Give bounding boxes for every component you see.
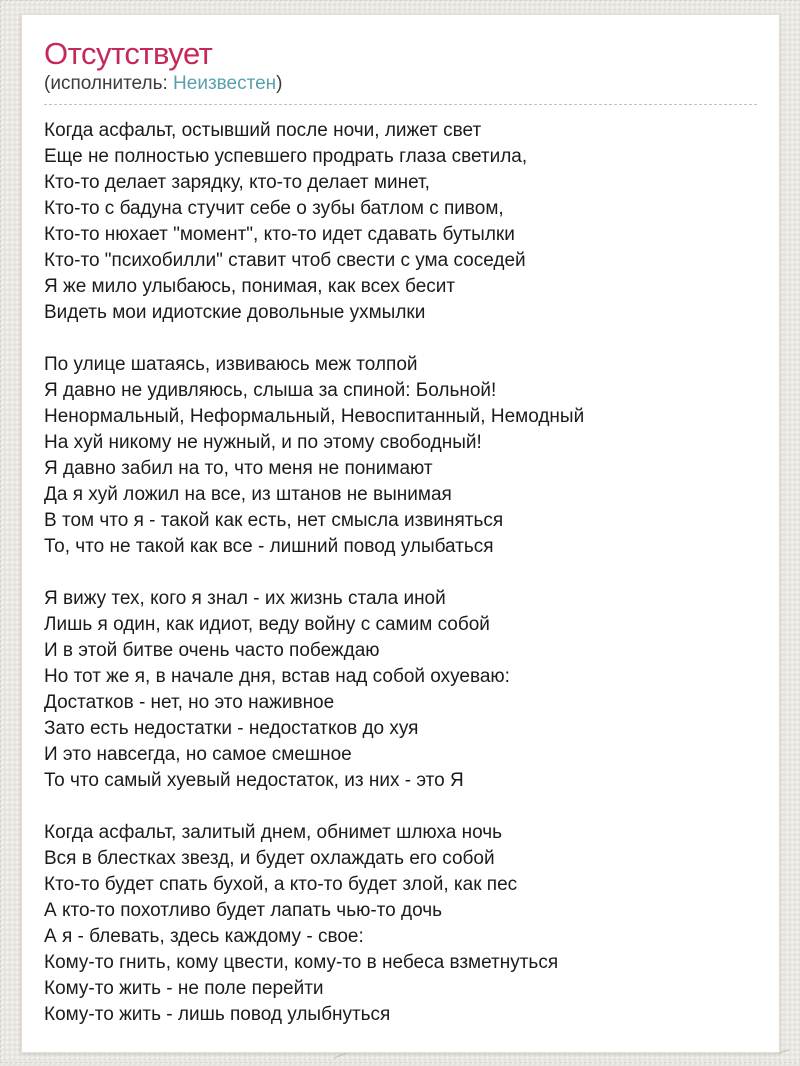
lyrics-line: В том что я - такой как есть, нет смысла извиняться <box>44 510 504 531</box>
lyrics-line: Кому-то жить - лишь повод улыбнуться <box>44 1004 391 1025</box>
lyrics-text <box>44 118 757 1028</box>
lyrics-line: Да я хуй ложил на все, из штанов не вынимая <box>44 484 452 505</box>
lyrics-line: Кому-то жить - не поле перейти <box>44 978 324 999</box>
lyrics-line: Кому-то гнить, кому цвести, кому-то в небеса взметнуться <box>44 952 559 973</box>
lyrics-line: Я вижу тех, кого я знал - их жизнь стала иной <box>44 588 446 609</box>
lyrics-line: А кто-то похотливо будет лапать чью-то дочь <box>44 900 443 921</box>
lyrics-line: Видеть мои идиотские довольные ухмылки <box>44 302 426 323</box>
lyrics-line: По улице шатаясь, извиваюсь меж толпой <box>44 354 418 375</box>
lyrics-line: А я - блевать, здесь каждому - свое: <box>44 926 364 947</box>
lyrics-line: Я давно забил на то, что меня не понимают <box>44 458 433 479</box>
artist-line <box>44 73 757 105</box>
texture-scratch <box>333 1052 347 1059</box>
lyrics-line: Кто-то с бадуна стучит себе о зубы батлом с пивом, <box>44 198 504 219</box>
lyrics-line: Вся в блестках звезд, и будет охлаждать его собой <box>44 848 495 869</box>
lyrics-line: И это навсегда, но самое смешное <box>44 744 352 765</box>
lyrics-stanza <box>44 118 757 326</box>
lyrics-line: Когда асфальт, залитый днем, обнимет шлюха ночь <box>44 822 503 843</box>
lyrics-line: Когда асфальт, остывший после ночи, лижет свет <box>44 120 482 141</box>
lyrics-line: И в этой битве очень часто побеждаю <box>44 640 380 661</box>
lyrics-line: Я же мило улыбаюсь, понимая, как всех бесит <box>44 276 456 297</box>
artist-label: (исполнитель: <box>44 73 174 94</box>
lyrics-line: То, что не такой как все - лишний повод улыбаться <box>44 536 494 557</box>
lyrics-stanza <box>44 352 757 560</box>
lyrics-line: Лишь я один, как идиот, веду войну с самим собой <box>44 614 490 635</box>
lyrics-stanza <box>44 586 757 794</box>
lyrics-line: Достатков - нет, но это наживное <box>44 692 335 713</box>
lyrics-line: На хуй никому не нужный, и по этому свободный! <box>44 432 482 453</box>
artist-link[interactable]: Неизвестен <box>173 73 277 94</box>
lyrics-line: Но тот же я, в начале дня, встав над собой охуеваю: <box>44 666 510 687</box>
lyrics-card <box>21 14 780 1053</box>
lyrics-line: Я давно не удивляюсь, слыша за спиной: Больной! <box>44 380 497 401</box>
lyrics-line: То что самый хуевый недостаток, из них - это Я <box>44 770 464 791</box>
song-title: Отсутствует <box>44 36 213 71</box>
lyrics-line: Зато есть недостатки - недостатков до хуя <box>44 718 419 739</box>
lyrics-line: Кто-то будет спать бухой, а кто-то будет злой, как пес <box>44 874 518 895</box>
lyrics-line: Еще не полностью успевшего продрать глаза светила, <box>44 146 528 167</box>
lyrics-line: Кто-то "психобилли" ставит чтоб свести с ума соседей <box>44 250 526 271</box>
lyrics-line: Кто-то делает зарядку, кто-то делает минет, <box>44 172 430 193</box>
lyrics-line: Ненормальный, Неформальный, Невоспитанный, Немодный <box>44 406 585 427</box>
lyrics-line: Кто-то нюхает "момент", кто-то идет сдавать бутылки <box>44 224 515 245</box>
artist-label-close-paren: ) <box>276 73 283 94</box>
lyrics-stanza <box>44 820 757 1028</box>
